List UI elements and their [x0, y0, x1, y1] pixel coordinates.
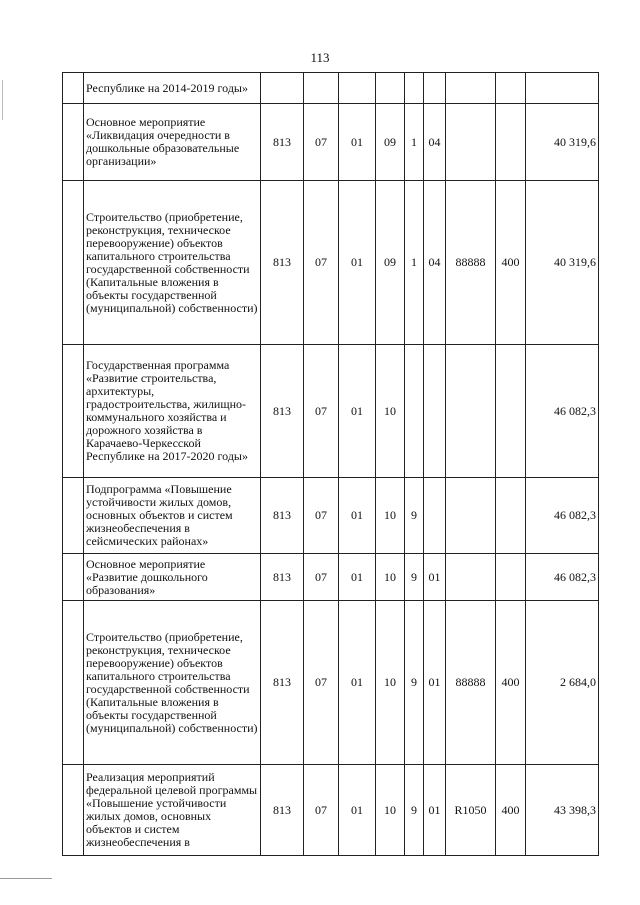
section-code: 07 — [304, 554, 339, 601]
target-code-direction — [446, 73, 496, 104]
table-row — [63, 181, 599, 345]
item-name: Основное мероприятие «Ликвидация очередности в дошкольные образовательные организации» — [84, 104, 261, 181]
target-code-program: 09 — [376, 104, 405, 181]
target-code-subprogram: 1 — [405, 181, 424, 345]
scan-artifact-bottom — [0, 878, 52, 879]
section-code: 07 — [304, 478, 339, 554]
grbs-code: 813 — [261, 554, 304, 601]
subsection-code: 01 — [339, 345, 376, 478]
section-code: 07 — [304, 765, 339, 856]
target-code-program — [376, 73, 405, 104]
subsection-code — [339, 73, 376, 104]
target-code-event — [424, 478, 446, 554]
target-code-program: 10 — [376, 554, 405, 601]
amount: 46 082,3 — [526, 478, 599, 554]
table-row — [63, 73, 599, 104]
table-row — [63, 765, 599, 856]
row-marker-cell — [63, 478, 84, 554]
target-code-program: 09 — [376, 181, 405, 345]
target-code-subprogram: 9 — [405, 601, 424, 765]
target-code-direction — [446, 478, 496, 554]
expense-type-code: 400 — [496, 765, 526, 856]
item-name: Реализация мероприятий федеральной целевой программы «Повышение устойчивости жилых домов, основных объектов и систем жизнеобеспечения в — [84, 765, 261, 856]
table-row — [63, 104, 599, 181]
target-code-subprogram: 1 — [405, 104, 424, 181]
grbs-code: 813 — [261, 181, 304, 345]
target-code-event: 04 — [424, 181, 446, 345]
target-code-direction — [446, 345, 496, 478]
subsection-code: 01 — [339, 601, 376, 765]
target-code-direction — [446, 554, 496, 601]
expense-type-code — [496, 345, 526, 478]
item-name: Основное мероприятие «Развитие дошкольного образования» — [84, 554, 261, 601]
item-name: Подпрограмма «Повышение устойчивости жилых домов, основных объектов и систем жизнеобеспечения в сейсмических районах» — [84, 478, 261, 554]
grbs-code: 813 — [261, 765, 304, 856]
grbs-code: 813 — [261, 104, 304, 181]
target-code-subprogram: 9 — [405, 478, 424, 554]
target-code-subprogram — [405, 345, 424, 478]
target-code-event: 01 — [424, 765, 446, 856]
expense-type-code — [496, 478, 526, 554]
amount: 43 398,3 — [526, 765, 599, 856]
amount: 46 082,3 — [526, 554, 599, 601]
amount: 40 319,6 — [526, 104, 599, 181]
target-code-direction: R1050 — [446, 765, 496, 856]
target-code-event — [424, 73, 446, 104]
grbs-code: 813 — [261, 478, 304, 554]
grbs-code: 813 — [261, 345, 304, 478]
row-marker-cell — [63, 765, 84, 856]
row-marker-cell — [63, 554, 84, 601]
item-name: Строительство (приобретение, реконструкция, техническое перевооружение) объектов капитального строительства государственной собственности (Капитальные вложения в объекты государственной (муниципальной) собственности) — [84, 181, 261, 345]
budget-table — [62, 72, 599, 856]
budget-table-container — [62, 72, 599, 856]
expense-type-code: 400 — [496, 601, 526, 765]
amount: 40 319,6 — [526, 181, 599, 345]
scan-artifact-left — [2, 80, 3, 120]
section-code: 07 — [304, 345, 339, 478]
table-row — [63, 345, 599, 478]
subsection-code: 01 — [339, 181, 376, 345]
section-code: 07 — [304, 104, 339, 181]
target-code-event: 04 — [424, 104, 446, 181]
section-code — [304, 73, 339, 104]
subsection-code: 01 — [339, 554, 376, 601]
target-code-event: 01 — [424, 554, 446, 601]
target-code-program: 10 — [376, 765, 405, 856]
amount — [526, 73, 599, 104]
target-code-program: 10 — [376, 601, 405, 765]
table-row — [63, 478, 599, 554]
amount: 46 082,3 — [526, 345, 599, 478]
item-name: Строительство (приобретение, реконструкция, техническое перевооружение) объектов капитального строительства государственной собственности (Капитальные вложения в объекты государственной (муниципальной) собственности) — [84, 601, 261, 765]
expense-type-code: 400 — [496, 181, 526, 345]
target-code-program: 10 — [376, 478, 405, 554]
target-code-direction — [446, 104, 496, 181]
subsection-code: 01 — [339, 104, 376, 181]
row-marker-cell — [63, 104, 84, 181]
subsection-code: 01 — [339, 478, 376, 554]
table-row — [63, 601, 599, 765]
target-code-event: 01 — [424, 601, 446, 765]
target-code-subprogram: 9 — [405, 765, 424, 856]
row-marker-cell — [63, 345, 84, 478]
row-marker-cell — [63, 181, 84, 345]
target-code-program: 10 — [376, 345, 405, 478]
target-code-direction: 88888 — [446, 601, 496, 765]
table-row — [63, 554, 599, 601]
item-name: Республике на 2014-2019 годы» — [84, 73, 261, 104]
target-code-subprogram: 9 — [405, 554, 424, 601]
row-marker-cell — [63, 601, 84, 765]
target-code-event — [424, 345, 446, 478]
row-marker-cell — [63, 73, 84, 104]
target-code-direction: 88888 — [446, 181, 496, 345]
page-number: 113 — [310, 50, 330, 65]
grbs-code — [261, 73, 304, 104]
item-name: Государственная программа «Развитие строительства, архитектуры, градостроительства, жилищно-коммунального хозяйства и дорожного хозяйства в Карачаево-Черкесской Республике на 2017-2020 годы» — [84, 345, 261, 478]
target-code-subprogram — [405, 73, 424, 104]
amount: 2 684,0 — [526, 601, 599, 765]
section-code: 07 — [304, 181, 339, 345]
expense-type-code — [496, 73, 526, 104]
section-code: 07 — [304, 601, 339, 765]
expense-type-code — [496, 554, 526, 601]
expense-type-code — [496, 104, 526, 181]
subsection-code: 01 — [339, 765, 376, 856]
grbs-code: 813 — [261, 601, 304, 765]
